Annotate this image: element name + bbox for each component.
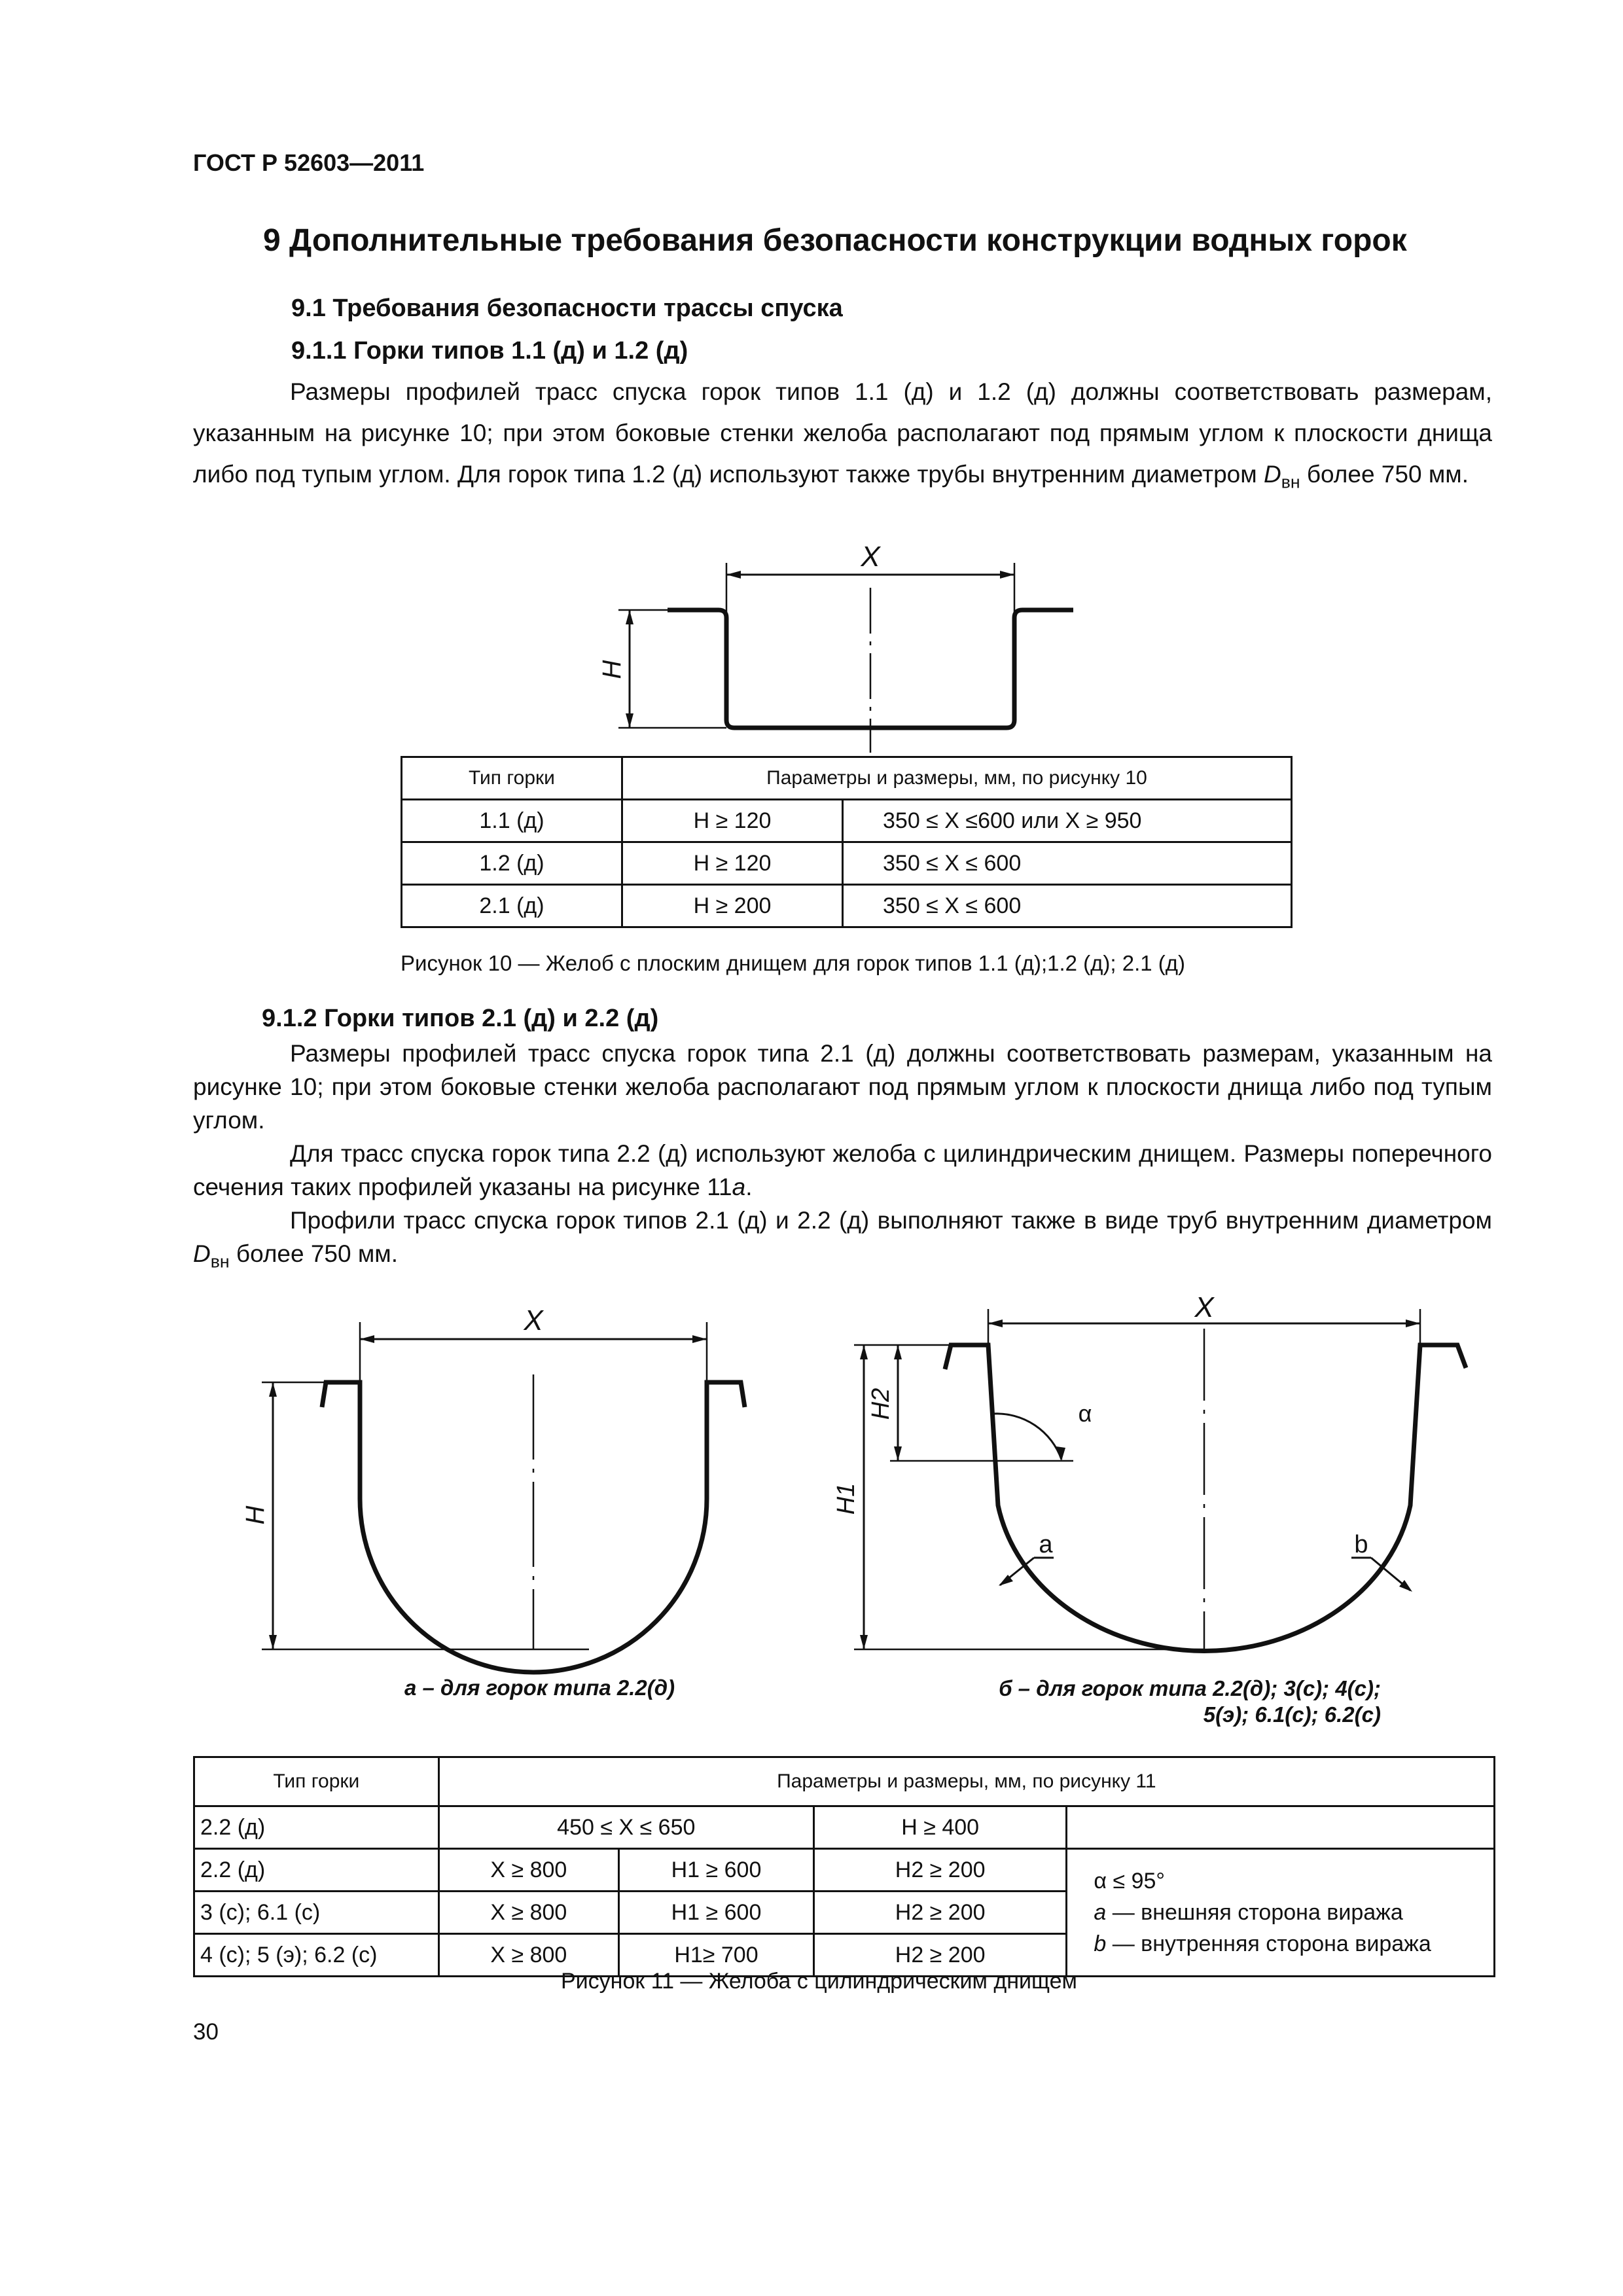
label-h: H — [597, 660, 626, 679]
header-type: Тип горки — [194, 1757, 439, 1806]
figure-11-caption: Рисунок 11 — Желоба с цилиндрическим днищем — [561, 1969, 1077, 1994]
angle-arc — [993, 1414, 1061, 1460]
figure-11b-drawing — [825, 1283, 1479, 1676]
figure-11a-drawing — [242, 1302, 779, 1669]
paragraph-9-1-2-c: Профили трасс спуска горок типов 2.1 (д) и 2.2 (д) выполняют также в виде труб внутренним диаметром $D_{вн}$ более 750 мм. — [193, 1207, 1492, 1272]
figure-11b-caption: б – для горок типа 2.2(д); 3(с); 4(с); 5(э); 6.1(с); 6.2(с) — [999, 1676, 1381, 1727]
subsection-title-9-1: 9.1 Требования безопасности трассы спуска — [291, 295, 843, 322]
cell-x: X ≥ 800 — [438, 1849, 618, 1892]
note-a: a — внешняя сторона виража — [1094, 1900, 1403, 1925]
label-x: X — [1194, 1291, 1214, 1323]
profile-outline-b — [945, 1345, 1466, 1651]
cell-x: X ≥ 800 — [438, 1892, 618, 1934]
cell-h1: H1≥ 700 — [619, 1934, 814, 1977]
paragraph-text: Для трасс спуска горок типа 2.2 (д) используют желоба с цилиндрическим днищем. Размеры поперечного сечения таких профилей указаны на рисунке 11 — [193, 1140, 1492, 1200]
document-header: ГОСТ Р 52603—2011 — [193, 149, 425, 176]
figure-11a-caption: а – для горок типа 2.2(д) — [404, 1676, 675, 1700]
cell-type: 2.1 (д) — [402, 885, 622, 927]
note-alpha: α ≤ 95° — [1094, 1869, 1165, 1893]
cell-x: X ≥ 800 — [438, 1934, 618, 1977]
paragraph-9-1-2-a: Размеры профилей трасс спуска горок типа 2.1 (д) должны соответствовать размерам, указанным на рисунке 10; при этом боковые стенки желоба располагают под прямым углом к плоскости днища либо под тупым углом. — [193, 1040, 1492, 1134]
cell-type: 4 (с); 5 (э); 6.2 (с) — [194, 1934, 439, 1977]
paragraph-9-1-1 — [193, 371, 1492, 503]
figure-11-table — [193, 1756, 1495, 1977]
diameter-subscript: вн — [210, 1251, 230, 1272]
subsection-title-9-1-2: 9.1.2 Горки типов 2.1 (д) и 2.2 (д) — [262, 1005, 659, 1032]
figure-10-caption: Рисунок 10 — Желоб с плоским днищем для горок типов 1.1 (д);1.2 (д); 2.1 (д) — [401, 951, 1186, 975]
table-row — [402, 800, 1292, 842]
cell-x: 350 ≤ X ≤ 600 — [843, 885, 1292, 927]
cell-x: 350 ≤ X ≤600 или X ≥ 950 — [843, 800, 1292, 842]
diameter-symbol: D — [193, 1240, 211, 1267]
figure-10-drawing — [589, 537, 1099, 759]
table-row — [194, 1849, 1495, 1892]
label-x: X — [524, 1304, 543, 1336]
cell-h: H ≥ 200 — [622, 885, 843, 927]
label-x: X — [861, 541, 880, 573]
diameter-subscript: вн — [1281, 472, 1300, 492]
cell-type: 2.2 (д) — [194, 1849, 439, 1892]
cell-x: 450 ≤ X ≤ 650 — [438, 1806, 813, 1849]
cell-type: 3 (с); 6.1 (с) — [194, 1892, 439, 1934]
cell-h: H ≥ 400 — [813, 1806, 1066, 1849]
cell-type: 2.2 (д) — [194, 1806, 439, 1849]
table-header-row — [194, 1757, 1495, 1806]
label-a: a — [1039, 1531, 1053, 1558]
arrow-left — [726, 571, 741, 579]
cell-empty — [1067, 1806, 1495, 1849]
cell-h2: H2 ≥ 200 — [813, 1934, 1066, 1977]
page-number: 30 — [193, 2019, 219, 2045]
paragraph-text: Профили трасс спуска горок типов 2.1 (д) и 2.2 (д) выполняют также в виде труб внутренним диаметром — [290, 1207, 1492, 1234]
cell-type: 1.2 (д) — [402, 842, 622, 885]
cell-h: H ≥ 120 — [622, 842, 843, 885]
table-row — [194, 1806, 1495, 1849]
table-header-row — [402, 757, 1292, 800]
paragraph-9-1-2-b: Для трасс спуска горок типа 2.2 (д) используют желоба с цилиндрическим днищем. Размеры поперечного сечения таких профилей указаны на рисунке 11а. — [193, 1140, 1492, 1200]
header-type: Тип горки — [402, 757, 622, 800]
label-alpha: α — [1078, 1400, 1092, 1427]
diameter-symbol: D — [1263, 461, 1281, 488]
table-row — [402, 842, 1292, 885]
table-notes — [1067, 1849, 1495, 1977]
cell-h1: H1 ≥ 600 — [619, 1849, 814, 1892]
note-b: b — внутренняя сторона виража — [1094, 1931, 1431, 1956]
table-row — [402, 885, 1292, 927]
label-h: H — [241, 1505, 270, 1525]
section-title: 9 Дополнительные требования безопасности конструкции водных горок — [263, 223, 1407, 258]
cell-type: 1.1 (д) — [402, 800, 622, 842]
label-h2: H2 — [867, 1388, 895, 1420]
cell-h2: H2 ≥ 200 — [813, 1892, 1066, 1934]
figure-10-table — [401, 756, 1293, 928]
paragraph-end: более 750 мм. — [1300, 461, 1469, 488]
arrow-right — [1000, 571, 1014, 579]
cell-h2: H2 ≥ 200 — [813, 1849, 1066, 1892]
label-b: b — [1354, 1531, 1368, 1558]
subsection-title-9-1-1: 9.1.1 Горки типов 1.1 (д) и 1.2 (д) — [291, 337, 688, 365]
header-params: Параметры и размеры, мм, по рисунку 10 — [622, 757, 1292, 800]
figure-ref: а — [732, 1174, 746, 1200]
header-params: Параметры и размеры, мм, по рисунку 11 — [438, 1757, 1494, 1806]
cell-h: H ≥ 120 — [622, 800, 843, 842]
cell-h1: H1 ≥ 600 — [619, 1892, 814, 1934]
cell-x: 350 ≤ X ≤ 600 — [843, 842, 1292, 885]
label-h1: H1 — [832, 1482, 860, 1515]
paragraph-text: Размеры профилей трасс спуска горок типов 1.1 (д) и 1.2 (д) должны соответствовать размерам, указанным на рисунке 10; при этом боковые стенки желоба располагают под прямым углом к плоскости днища либо под тупым углом. Для горок типа 1.2 (д) используют также трубы внутренним диаметром — [193, 378, 1492, 488]
